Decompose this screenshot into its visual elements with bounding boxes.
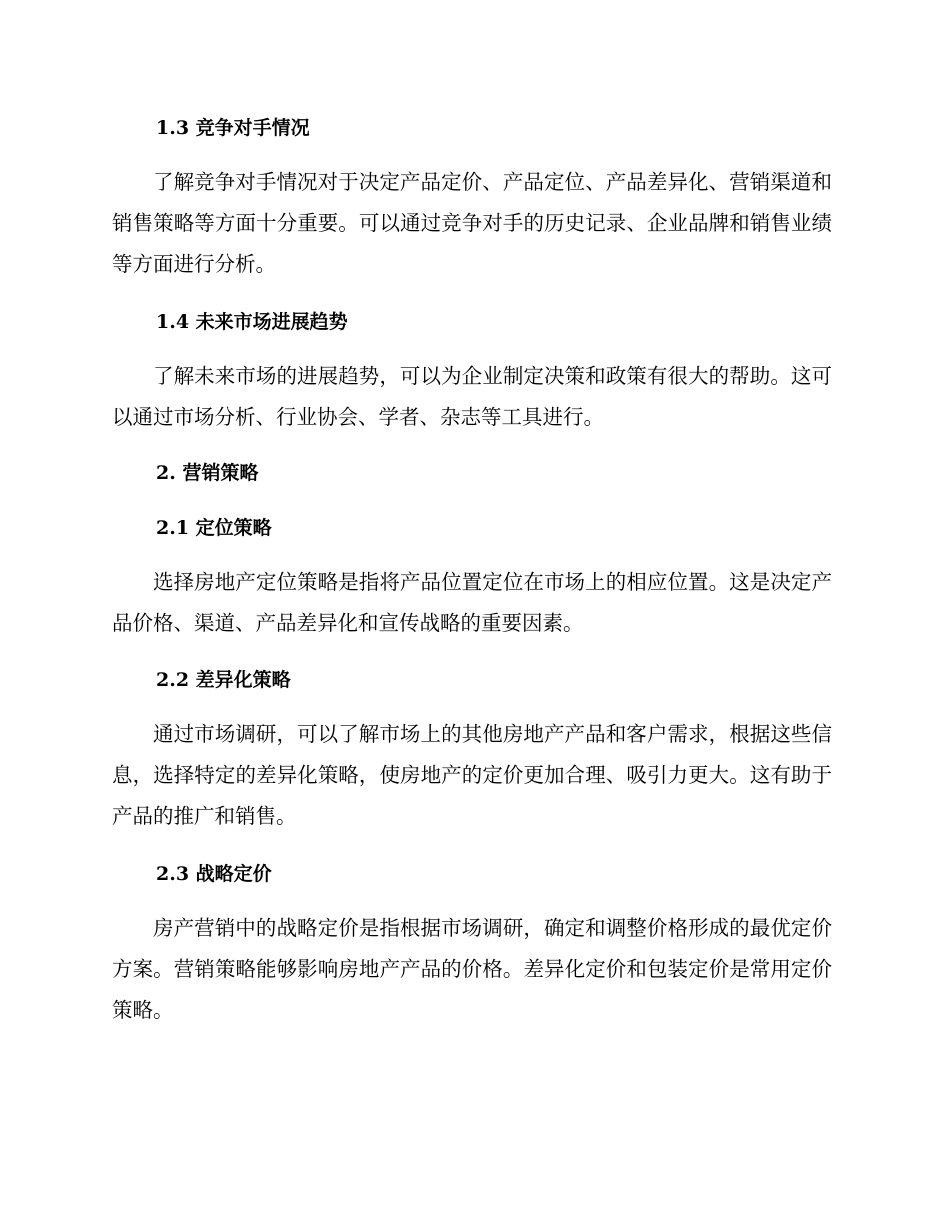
section-paragraph-2-3: 房产营销中的战略定价是指根据市场调研，确定和调整价格形成的最优定价方案。营销策略能够影响房地产产品的价格。差异化定价和包装定价是常用定价策略。 xyxy=(112,916,832,1022)
section-heading-1-4: 1.4 未来市场进展趋势 xyxy=(156,311,348,333)
section-heading-2-1: 2.1 定位策略 xyxy=(156,517,272,539)
section-paragraph-1-4: 了解未来市场的进展趋势，可以为企业制定决策和政策有很大的帮助。这可以通过市场分析、行业协会、学者、杂志等工具进行。 xyxy=(112,364,832,429)
section-heading-2: 2. 营销策略 xyxy=(156,462,259,484)
section-heading-2-3: 2.3 战略定价 xyxy=(156,863,272,885)
section-heading-2-2: 2.2 差异化策略 xyxy=(156,669,291,691)
section-paragraph-2-2: 通过市场调研，可以了解市场上的其他房地产产品和客户需求，根据这些信息，选择特定的差异化策略，使房地产的定价更加合理、吸引力更大。这有助于产品的推广和销售。 xyxy=(112,722,832,828)
section-paragraph-1-3: 了解竞争对手情况对于决定产品定价、产品定位、产品差异化、营销渠道和销售策略等方面十分重要。可以通过竞争对手的历史记录、企业品牌和销售业绩等方面进行分析。 xyxy=(112,170,832,276)
section-paragraph-2-1: 选择房地产定位策略是指将产品位置定位在市场上的相应位置。这是决定产品价格、渠道、产品差异化和宣传战略的重要因素。 xyxy=(112,570,832,635)
section-heading-1-3: 1.3 竞争对手情况 xyxy=(156,117,310,139)
